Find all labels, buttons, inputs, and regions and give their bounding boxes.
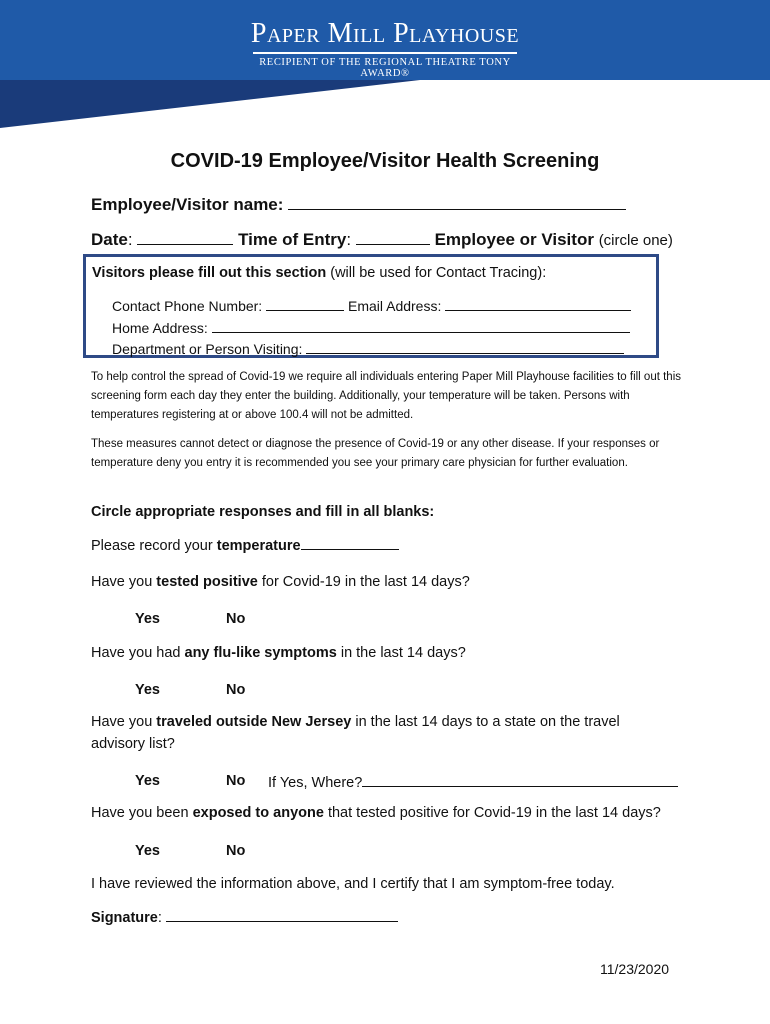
time-colon: : — [346, 230, 352, 249]
header-banner — [0, 0, 770, 130]
temperature-question — [91, 536, 399, 554]
travel-where-label: If Yes, Where? — [268, 775, 363, 791]
date-label: Date — [91, 230, 128, 249]
phone-label: Contact Phone Number: — [112, 298, 263, 314]
department-label: Department or Person Visiting: — [112, 341, 303, 357]
name-label: Employee/Visitor name: — [91, 195, 284, 214]
q3-bold: traveled outside New Jersey — [156, 714, 352, 730]
q1-no-option[interactable]: No — [226, 611, 246, 627]
temperature-label: temperature — [216, 538, 301, 554]
date-field[interactable] — [137, 228, 233, 245]
logo-subtitle: RECIPIENT OF THE REGIONAL THEATRE TONY AWARD® — [259, 57, 511, 79]
q2-pre: Have you had — [91, 645, 185, 661]
q3-no-option[interactable]: No — [226, 773, 246, 789]
q1-yes-option[interactable]: Yes — [135, 611, 160, 627]
form-title: COVID-19 Employee/Visitor Health Screening — [170, 150, 600, 172]
question-tested-positive — [91, 574, 470, 590]
q4-post: that tested positive for Covid-19 in the last 14 days? — [323, 805, 661, 821]
q1-bold: tested positive — [156, 574, 258, 590]
question-exposed — [91, 805, 661, 821]
email-field[interactable] — [445, 297, 631, 311]
q2-yes-option[interactable]: Yes — [135, 682, 160, 698]
instruction-text: Circle appropriate responses and fill in all blanks: — [91, 504, 435, 520]
employee-or-visitor-label[interactable]: Employee or Visitor — [434, 230, 594, 249]
q4-yes-option[interactable]: Yes — [135, 843, 160, 859]
time-field[interactable] — [356, 228, 430, 245]
q2-post: in the last 14 days? — [336, 645, 466, 661]
playhouse-logo — [235, 18, 535, 79]
q2-no-option[interactable]: No — [226, 682, 246, 698]
signature-field[interactable] — [166, 908, 398, 922]
temperature-field[interactable] — [301, 536, 399, 550]
entry-row — [91, 228, 673, 250]
name-field[interactable] — [288, 193, 626, 210]
department-row — [112, 340, 624, 357]
travel-where-field[interactable] — [362, 773, 678, 787]
name-row — [91, 193, 626, 215]
signature-label: Signature — [91, 910, 158, 926]
address-row — [112, 319, 630, 336]
signature-row — [91, 908, 398, 926]
q3-pre: Have you — [91, 714, 157, 730]
q4-no-option[interactable]: No — [226, 843, 246, 859]
q3-post: in the last 14 days to a state on the travel — [351, 714, 620, 730]
question-travel-line2: advisory list? — [91, 736, 175, 752]
logo-title: Paper Mill Playhouse — [250, 18, 520, 49]
q1-post: for Covid-19 in the last 14 days? — [257, 574, 470, 590]
temperature-pre: Please record your — [91, 538, 217, 554]
question-flu-symptoms — [91, 645, 466, 661]
visitor-section-title-bold: Visitors please fill out this section — [92, 265, 327, 281]
visitor-section-title — [92, 265, 546, 281]
q4-pre: Have you been — [91, 805, 193, 821]
address-field[interactable] — [212, 319, 630, 333]
travel-where-row — [268, 773, 678, 791]
question-travel — [91, 714, 620, 730]
time-label: Time of Entry — [238, 230, 347, 249]
signature-colon: : — [157, 910, 162, 926]
contact-row — [112, 297, 631, 314]
phone-field[interactable] — [266, 297, 344, 311]
q2-bold: any flu-like symptoms — [184, 645, 337, 661]
department-field[interactable] — [306, 340, 624, 354]
certification-text: I have reviewed the information above, and I certify that I am symptom-free today. — [91, 876, 615, 892]
q3-yes-option[interactable]: Yes — [135, 773, 160, 789]
logo-divider — [253, 52, 517, 54]
visitor-section — [83, 254, 659, 358]
email-label: Email Address: — [347, 298, 442, 314]
header-accent-wedge — [0, 80, 420, 128]
visitor-section-title-rest: (will be used for Contact Tracing): — [330, 265, 547, 281]
address-label: Home Address: — [112, 320, 208, 336]
date-colon: : — [127, 230, 133, 249]
notice-paragraph-2: These measures cannot detect or diagnose the presence of Covid-19 or any other disease. If your responses or temperature deny you entry it is recommended you see your primary care physician for further evaluation. — [91, 438, 660, 469]
footer-date: 11/23/2020 — [600, 961, 670, 977]
q1-pre: Have you — [91, 574, 157, 590]
q4-bold: exposed to anyone — [192, 805, 324, 821]
circle-one-hint: (circle one) — [598, 232, 673, 249]
notice-paragraph-1: To help control the spread of Covid-19 we require all individuals entering Paper Mill Playhouse facilities to fill out this screening form each day they enter the building. Additionally, your temperature will be taken. Persons with temperatures registering at or above 100.4 will not be admitted. — [91, 371, 682, 421]
